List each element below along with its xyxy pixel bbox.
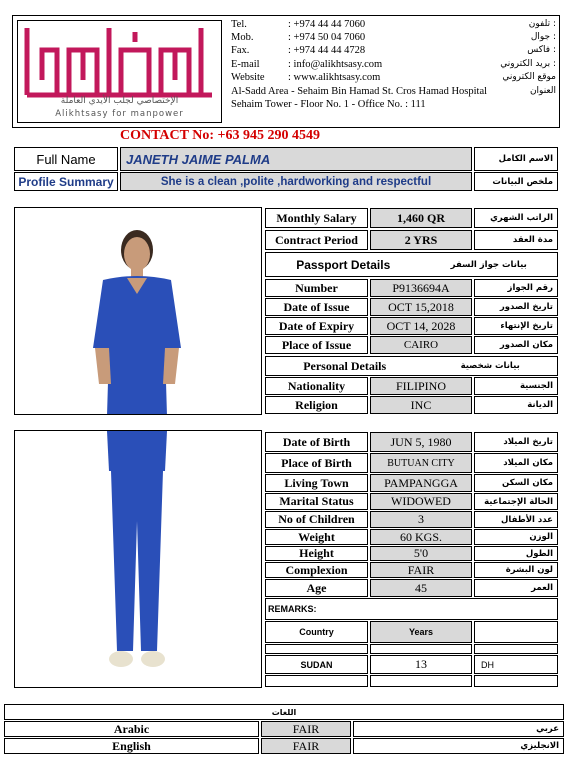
logo-english-text: Alikhtsasy for manpower bbox=[55, 109, 184, 119]
contact-label-ar: جوال : bbox=[530, 32, 556, 42]
language-english-value: FAIR bbox=[261, 738, 351, 754]
marital-status-label-ar: الحالة الإجتماعية bbox=[474, 493, 558, 510]
experience-years: 13 bbox=[370, 655, 472, 674]
date-of-issue-label-ar: تاريخ الصدور bbox=[474, 298, 558, 316]
religion-label-ar: الديانة bbox=[474, 396, 558, 414]
profile-summary-label: Profile Summary bbox=[14, 172, 118, 191]
passport-number-label: Number bbox=[265, 279, 368, 297]
contact-label: Mob. bbox=[231, 32, 254, 43]
experience-blank-row bbox=[370, 644, 472, 654]
nationality-label-ar: الجنسية bbox=[474, 377, 558, 395]
language-arabic-value: FAIR bbox=[261, 721, 351, 737]
date-of-issue-label: Date of Issue bbox=[265, 298, 368, 316]
passport-details-title: Passport Details bbox=[296, 257, 391, 272]
complexion-label: Complexion bbox=[265, 562, 368, 578]
age-value: 45 bbox=[370, 579, 472, 597]
language-english-label-ar: الانجليزي bbox=[353, 738, 564, 754]
contact-website-link[interactable]: : www.alikhtsasy.com bbox=[288, 72, 381, 83]
candidate-photo-upper bbox=[14, 207, 262, 415]
marital-status-value: WIDOWED bbox=[370, 493, 472, 510]
contact-label: Fax. bbox=[231, 45, 250, 56]
language-english-label: English bbox=[4, 738, 259, 754]
experience-country-header: Country bbox=[265, 621, 368, 643]
date-of-birth-label-ar: تاريخ الميلاد bbox=[474, 432, 558, 452]
contract-period-value: 2 YRS bbox=[370, 230, 472, 250]
experience-blank-row bbox=[265, 644, 368, 654]
contact-label: E-mail bbox=[231, 59, 260, 70]
personal-details-title: Personal Details bbox=[303, 358, 387, 373]
personal-details-title-ar: بيانات شخصية bbox=[460, 361, 520, 371]
profile-summary-label-ar: ملخص البيانات bbox=[474, 172, 558, 191]
religion-value: INC bbox=[370, 396, 472, 414]
personal-details-header bbox=[265, 356, 558, 376]
passport-number-label-ar: رقم الجواز bbox=[474, 279, 558, 297]
height-label: Height bbox=[265, 546, 368, 561]
experience-country: SUDAN bbox=[265, 655, 368, 674]
date-of-issue-value: OCT 15,2018 bbox=[370, 298, 472, 316]
weight-label-ar: الوزن bbox=[474, 529, 558, 545]
languages-header: اللغات bbox=[4, 704, 564, 720]
experience-type-header bbox=[474, 621, 558, 643]
date-of-expiry-value: OCT 14, 2028 bbox=[370, 317, 472, 335]
living-town-label: Living Town bbox=[265, 474, 368, 492]
passport-details-title-ar: بيانات جواز السفر bbox=[450, 259, 527, 270]
contact-label: Website bbox=[231, 72, 265, 83]
experience-blank-row bbox=[370, 675, 472, 687]
contact-value: : +974 50 04 7060 bbox=[288, 32, 366, 43]
language-arabic-label-ar: عربي bbox=[353, 721, 564, 737]
age-label: Age bbox=[265, 579, 368, 597]
contact-value: : +974 44 44 4728 bbox=[288, 45, 366, 56]
place-of-issue-value: CAIRO bbox=[370, 336, 472, 354]
remarks-label: REMARKS: bbox=[265, 598, 558, 620]
full-name-label: Full Name bbox=[14, 147, 118, 171]
no-of-children-label-ar: عدد الأطفال bbox=[474, 511, 558, 528]
passport-number-value: P9136694A bbox=[370, 279, 472, 297]
weight-value: 60 KGS. bbox=[370, 529, 472, 545]
no-of-children-label: No of Children bbox=[265, 511, 368, 528]
complexion-value: FAIR bbox=[370, 562, 472, 578]
contact-email-link[interactable]: : info@alikhtsasy.com bbox=[288, 59, 383, 70]
candidate-fullbody-icon bbox=[15, 431, 262, 688]
address-line-2: Sehaim Tower - Floor No. 1 - Office No. : 111 bbox=[231, 99, 426, 110]
date-of-birth-label: Date of Birth bbox=[265, 432, 368, 452]
place-of-issue-label: Place of Issue bbox=[265, 336, 368, 354]
height-label-ar: الطول bbox=[474, 546, 558, 561]
monthly-salary-value: 1,460 QR bbox=[370, 208, 472, 228]
place-of-birth-value: BUTUAN CITY bbox=[370, 453, 472, 473]
complexion-label-ar: لون البشرة bbox=[474, 562, 558, 578]
address-line-1: Al-Sadd Area - Sehaim Bin Hamad St. Cros Hamad Hospital bbox=[231, 86, 488, 97]
experience-blank-row bbox=[474, 644, 558, 654]
date-of-expiry-label: Date of Expiry bbox=[265, 317, 368, 335]
contact-label-ar: بريد الكتروني : bbox=[500, 59, 556, 69]
candidate-photo-full bbox=[14, 430, 262, 688]
weight-label: Weight bbox=[265, 529, 368, 545]
language-arabic-label: Arabic bbox=[4, 721, 259, 737]
profile-summary-value: She is a clean ,polite ,hardworking and respectful bbox=[120, 172, 472, 191]
monthly-salary-label-ar: الراتب الشهري bbox=[474, 208, 558, 228]
nationality-label: Nationality bbox=[265, 377, 368, 395]
experience-blank-row bbox=[265, 675, 368, 687]
experience-blank-row bbox=[474, 675, 558, 687]
candidate-portrait-icon bbox=[15, 208, 262, 415]
contact-label: Tel. bbox=[231, 19, 247, 30]
contact-value: : +974 44 44 7060 bbox=[288, 19, 366, 30]
full-name-label-ar: الاسم الكامل bbox=[474, 147, 558, 171]
experience-years-header: Years bbox=[370, 621, 472, 643]
contact-number: CONTACT No: +63 945 290 4549 bbox=[120, 128, 320, 143]
company-logo bbox=[17, 20, 222, 123]
place-of-issue-label-ar: مكان الصدور bbox=[474, 336, 558, 354]
living-town-value: PAMPANGGA bbox=[370, 474, 472, 492]
place-of-birth-label: Place of Birth bbox=[265, 453, 368, 473]
contact-label-ar: موقع الكتروني bbox=[502, 72, 556, 82]
living-town-label-ar: مكان السكن bbox=[474, 474, 558, 492]
address-label-ar: العنوان bbox=[529, 86, 556, 96]
date-of-birth-value: JUN 5, 1980 bbox=[370, 432, 472, 452]
religion-label: Religion bbox=[265, 396, 368, 414]
contact-label-ar: فاكس : bbox=[527, 45, 556, 55]
nationality-value: FILIPINO bbox=[370, 377, 472, 395]
no-of-children-value: 3 bbox=[370, 511, 472, 528]
full-name-value: JANETH JAIME PALMA bbox=[120, 147, 472, 171]
date-of-expiry-label-ar: تاريخ الإنتهاء bbox=[474, 317, 558, 335]
passport-details-header bbox=[265, 252, 558, 277]
logo-arabic-text: الإختصاصي لجلب الأيدي العاملة bbox=[60, 96, 179, 106]
experience-type: DH bbox=[474, 655, 558, 674]
contact-label-ar: تلفون : bbox=[528, 19, 556, 29]
marital-status-label: Marital Status bbox=[265, 493, 368, 510]
monthly-salary-label: Monthly Salary bbox=[265, 208, 368, 228]
contract-period-label: Contract Period bbox=[265, 230, 368, 250]
contract-period-label-ar: مدة العقد bbox=[474, 230, 558, 250]
logo-mark-icon bbox=[17, 20, 222, 123]
age-label-ar: العمر bbox=[474, 579, 558, 597]
height-value: 5'0 bbox=[370, 546, 472, 561]
place-of-birth-label-ar: مكان الميلاد bbox=[474, 453, 558, 473]
